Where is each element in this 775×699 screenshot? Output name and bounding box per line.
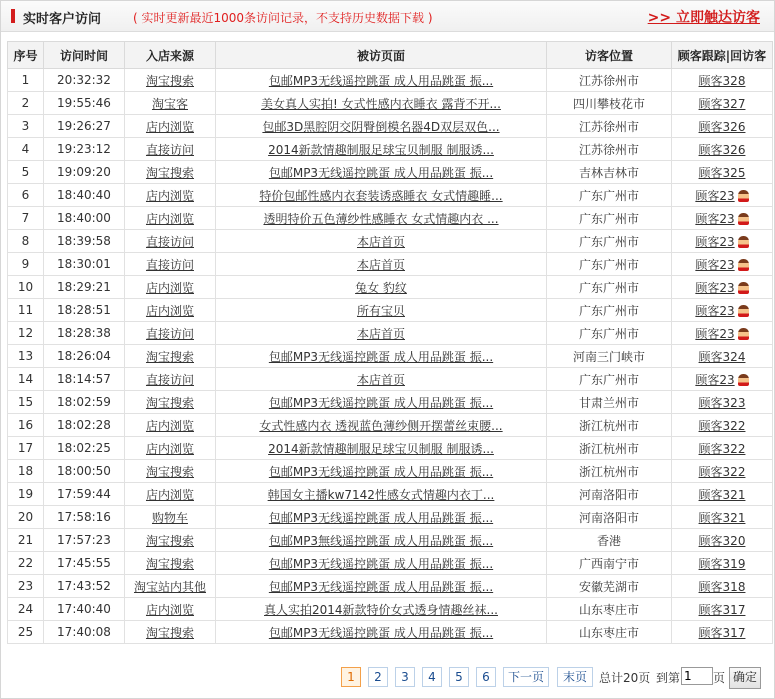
visitor-cell bbox=[672, 552, 773, 575]
page-link[interactable]: 包邮MP3无线遥控跳蛋 成人用品跳蛋 振... bbox=[268, 395, 494, 410]
page-cell bbox=[216, 345, 547, 368]
page-cell bbox=[216, 506, 547, 529]
page-unit-label: 页 bbox=[713, 671, 726, 685]
location-cell: 山东枣庄市 bbox=[547, 621, 672, 644]
page-link[interactable]: 真人实拍2014新款特价女式透身情趣丝袜... bbox=[264, 602, 498, 617]
visitor-link[interactable]: 顾客23 bbox=[695, 188, 735, 203]
location-cell: 广东广州市 bbox=[547, 253, 672, 276]
source-link[interactable]: 店内浏览 bbox=[145, 119, 194, 134]
index-cell: 24 bbox=[8, 598, 44, 621]
time-cell: 17:57:23 bbox=[44, 529, 125, 552]
source-cell bbox=[125, 92, 216, 115]
visitor-link[interactable]: 顾客23 bbox=[695, 280, 735, 295]
time-cell: 18:00:50 bbox=[44, 460, 125, 483]
page-cell bbox=[216, 322, 547, 345]
panel-title: 实时客户访问 bbox=[23, 12, 102, 27]
page-link[interactable]: 2014新款情趣制服足球宝贝制服 制服诱... bbox=[268, 142, 494, 157]
table-row bbox=[8, 575, 773, 598]
visitor-cell bbox=[672, 253, 773, 276]
visitor-cell bbox=[672, 92, 773, 115]
index-cell: 22 bbox=[8, 552, 44, 575]
visitor-cell bbox=[672, 506, 773, 529]
source-cell bbox=[125, 345, 216, 368]
location-cell: 广东广州市 bbox=[547, 322, 672, 345]
page-cell bbox=[216, 253, 547, 276]
location-cell: 广西南宁市 bbox=[547, 552, 672, 575]
page-cell bbox=[216, 621, 547, 644]
visitor-cell bbox=[672, 207, 773, 230]
visitor-cell bbox=[672, 460, 773, 483]
avatar-icon bbox=[738, 305, 749, 317]
page-cell bbox=[216, 184, 547, 207]
time-cell: 18:02:28 bbox=[44, 414, 125, 437]
source-link[interactable]: 淘宝搜索 bbox=[145, 556, 194, 571]
location-cell: 广东广州市 bbox=[547, 276, 672, 299]
header-accent-bar bbox=[11, 9, 15, 23]
visitor-cell bbox=[672, 322, 773, 345]
table-row bbox=[8, 253, 773, 276]
source-link[interactable]: 直接访问 bbox=[145, 257, 194, 272]
table-row bbox=[8, 92, 773, 115]
location-cell: 浙江杭州市 bbox=[547, 460, 672, 483]
location-cell: 安徽芜湖市 bbox=[547, 575, 672, 598]
page-link[interactable]: 包邮MP3无线遥控跳蛋 成人用品跳蛋 振... bbox=[268, 349, 494, 364]
visitor-link[interactable]: 顾客23 bbox=[695, 234, 735, 249]
page-cell bbox=[216, 138, 547, 161]
location-cell: 四川攀枝花市 bbox=[547, 92, 672, 115]
source-link[interactable]: 直接访问 bbox=[145, 234, 194, 249]
source-cell bbox=[125, 253, 216, 276]
table-row bbox=[8, 460, 773, 483]
page-link[interactable]: 包邮MP3无线遥控跳蛋 成人用品跳蛋 振... bbox=[268, 464, 494, 479]
visitor-link[interactable]: 顾客319 bbox=[698, 556, 746, 571]
page-button-2[interactable]: 2 bbox=[368, 667, 388, 687]
page-cell bbox=[216, 598, 547, 621]
index-cell: 12 bbox=[8, 322, 44, 345]
index-cell: 18 bbox=[8, 460, 44, 483]
table-row bbox=[8, 483, 773, 506]
location-cell: 浙江杭州市 bbox=[547, 414, 672, 437]
source-cell bbox=[125, 184, 216, 207]
source-link[interactable]: 淘宝站内其他 bbox=[133, 579, 206, 594]
page-cell bbox=[216, 575, 547, 598]
avatar-icon bbox=[738, 236, 749, 248]
visitor-link[interactable]: 顾客321 bbox=[698, 487, 746, 502]
index-cell: 16 bbox=[8, 414, 44, 437]
col-header-visitor: 顾客跟踪|回访客 bbox=[672, 42, 773, 69]
page-link[interactable]: 本店首页 bbox=[356, 326, 405, 341]
source-cell bbox=[125, 207, 216, 230]
source-cell bbox=[125, 437, 216, 460]
table-row bbox=[8, 552, 773, 575]
avatar-icon bbox=[738, 259, 749, 271]
visitor-link[interactable]: 顾客23 bbox=[695, 326, 735, 341]
table-row bbox=[8, 437, 773, 460]
time-cell: 18:29:21 bbox=[44, 276, 125, 299]
source-cell bbox=[125, 391, 216, 414]
visitor-link[interactable]: 顾客323 bbox=[698, 395, 746, 410]
location-cell: 甘肃兰州市 bbox=[547, 391, 672, 414]
page-cell bbox=[216, 460, 547, 483]
source-link[interactable]: 直接访问 bbox=[145, 326, 194, 341]
page-link[interactable]: 本店首页 bbox=[356, 257, 405, 272]
index-cell: 6 bbox=[8, 184, 44, 207]
time-cell: 18:40:40 bbox=[44, 184, 125, 207]
table-row bbox=[8, 230, 773, 253]
source-link[interactable]: 淘宝搜索 bbox=[145, 625, 194, 640]
source-link[interactable]: 直接访问 bbox=[145, 372, 194, 387]
location-cell: 吉林吉林市 bbox=[547, 161, 672, 184]
visitor-cell bbox=[672, 276, 773, 299]
index-cell: 8 bbox=[8, 230, 44, 253]
table-row bbox=[8, 138, 773, 161]
time-cell: 17:43:52 bbox=[44, 575, 125, 598]
table-row bbox=[8, 529, 773, 552]
source-cell bbox=[125, 506, 216, 529]
page-link[interactable]: 包邮MP3无线遥控跳蛋 成人用品跳蛋 振... bbox=[268, 165, 494, 180]
location-cell: 江苏徐州市 bbox=[547, 69, 672, 92]
index-cell: 1 bbox=[8, 69, 44, 92]
visitor-cell bbox=[672, 115, 773, 138]
visitor-link[interactable]: 顾客322 bbox=[698, 464, 746, 479]
table-row bbox=[8, 276, 773, 299]
time-cell: 18:28:51 bbox=[44, 299, 125, 322]
table-row bbox=[8, 115, 773, 138]
page-link[interactable]: 本店首页 bbox=[356, 234, 405, 249]
page-link[interactable]: 包邮MP3无线遥控跳蛋 成人用品跳蛋 振... bbox=[268, 625, 494, 640]
visitor-cell bbox=[672, 391, 773, 414]
source-cell bbox=[125, 230, 216, 253]
panel-header bbox=[1, 1, 774, 32]
time-cell: 18:30:01 bbox=[44, 253, 125, 276]
table-row bbox=[8, 391, 773, 414]
visitor-link[interactable]: 顾客324 bbox=[698, 349, 746, 364]
page-cell bbox=[216, 437, 547, 460]
col-header-index: 序号 bbox=[8, 42, 44, 69]
table-row bbox=[8, 621, 773, 644]
page-cell bbox=[216, 161, 547, 184]
visitor-cell bbox=[672, 161, 773, 184]
index-cell: 7 bbox=[8, 207, 44, 230]
visitor-link[interactable]: 顾客320 bbox=[698, 533, 746, 548]
page-link[interactable]: 所有宝贝 bbox=[356, 303, 405, 318]
visitor-cell bbox=[672, 414, 773, 437]
location-cell: 山东枣庄市 bbox=[547, 598, 672, 621]
reach-visitor-link[interactable]: >> 立即触达访客 bbox=[647, 10, 760, 26]
index-cell: 11 bbox=[8, 299, 44, 322]
source-cell bbox=[125, 552, 216, 575]
page-cell bbox=[216, 299, 547, 322]
index-cell: 5 bbox=[8, 161, 44, 184]
avatar-icon bbox=[738, 213, 749, 225]
source-link[interactable]: 店内浏览 bbox=[145, 418, 194, 433]
source-cell bbox=[125, 115, 216, 138]
page-cell bbox=[216, 529, 547, 552]
time-cell: 18:02:59 bbox=[44, 391, 125, 414]
source-link[interactable]: 购物车 bbox=[151, 510, 188, 525]
table-header-row bbox=[8, 42, 773, 69]
source-cell bbox=[125, 575, 216, 598]
visitor-cell bbox=[672, 138, 773, 161]
location-cell: 广东广州市 bbox=[547, 299, 672, 322]
source-link[interactable]: 淘宝搜索 bbox=[145, 395, 194, 410]
page-cell bbox=[216, 483, 547, 506]
source-cell bbox=[125, 276, 216, 299]
time-cell: 19:55:46 bbox=[44, 92, 125, 115]
page-link[interactable]: 包邮MP3无线遥控跳蛋 成人用品跳蛋 振... bbox=[268, 73, 494, 88]
page-button-6[interactable]: 6 bbox=[476, 667, 496, 687]
visitor-cell bbox=[672, 299, 773, 322]
page-cell bbox=[216, 368, 547, 391]
page-link[interactable]: 美女真人实拍! 女式性感内衣睡衣 露背不开... bbox=[261, 96, 501, 111]
visitor-table bbox=[7, 41, 773, 644]
table-row bbox=[8, 161, 773, 184]
index-cell: 20 bbox=[8, 506, 44, 529]
time-cell: 18:26:04 bbox=[44, 345, 125, 368]
time-cell: 19:26:27 bbox=[44, 115, 125, 138]
source-link[interactable]: 淘宝搜索 bbox=[145, 73, 194, 88]
time-cell: 17:58:16 bbox=[44, 506, 125, 529]
table-row bbox=[8, 506, 773, 529]
page-link[interactable]: 包邮MP3无线遥控跳蛋 成人用品跳蛋 振... bbox=[268, 579, 494, 594]
table-row bbox=[8, 69, 773, 92]
source-cell bbox=[125, 460, 216, 483]
table-row bbox=[8, 299, 773, 322]
page-cell bbox=[216, 414, 547, 437]
page-button-5[interactable]: 5 bbox=[449, 667, 469, 687]
visitor-link[interactable]: 顾客326 bbox=[698, 142, 746, 157]
panel-note: ( 实时更新最近1000条访问记录，不支持历史数据下载 ) bbox=[133, 11, 433, 25]
page-link[interactable]: 包邮MP3无线遥控跳蛋 成人用品跳蛋 振... bbox=[268, 556, 494, 571]
page-cell bbox=[216, 207, 547, 230]
visitor-cell bbox=[672, 437, 773, 460]
source-link[interactable]: 淘宝搜索 bbox=[145, 165, 194, 180]
page-link[interactable]: 包邮3D黑腔阴交阴臀倒模名器4D双层双色... bbox=[262, 119, 500, 134]
source-link[interactable]: 店内浏览 bbox=[145, 211, 194, 226]
source-cell bbox=[125, 368, 216, 391]
page-cell bbox=[216, 230, 547, 253]
visitor-cell bbox=[672, 184, 773, 207]
location-cell: 广东广州市 bbox=[547, 368, 672, 391]
index-cell: 13 bbox=[8, 345, 44, 368]
time-cell: 18:02:25 bbox=[44, 437, 125, 460]
visitor-link[interactable]: 顾客317 bbox=[698, 625, 746, 640]
page-link[interactable]: 包邮MP3無线遥控跳蛋 成人用品跳蛋 振... bbox=[268, 533, 494, 548]
visitor-cell bbox=[672, 345, 773, 368]
index-cell: 17 bbox=[8, 437, 44, 460]
page-cell bbox=[216, 115, 547, 138]
time-cell: 17:59:44 bbox=[44, 483, 125, 506]
time-cell: 17:45:55 bbox=[44, 552, 125, 575]
avatar-icon bbox=[738, 374, 749, 386]
index-cell: 10 bbox=[8, 276, 44, 299]
page-button-1[interactable]: 1 bbox=[341, 667, 361, 687]
page-link[interactable]: 兔女 豹纹 bbox=[355, 280, 407, 295]
page-link[interactable]: 韩国女主播kw7142性感女式情趣内衣丁... bbox=[267, 487, 495, 502]
source-link[interactable]: 淘宝客 bbox=[151, 96, 188, 111]
source-cell bbox=[125, 598, 216, 621]
pagination bbox=[1, 665, 774, 689]
page-cell bbox=[216, 552, 547, 575]
table-row bbox=[8, 368, 773, 391]
source-cell bbox=[125, 414, 216, 437]
table-row bbox=[8, 345, 773, 368]
page-cell bbox=[216, 69, 547, 92]
avatar-icon bbox=[738, 282, 749, 294]
index-cell: 23 bbox=[8, 575, 44, 598]
time-cell: 19:23:12 bbox=[44, 138, 125, 161]
location-cell: 广东广州市 bbox=[547, 230, 672, 253]
source-cell bbox=[125, 299, 216, 322]
visitor-cell bbox=[672, 483, 773, 506]
goto-label: 到第 bbox=[656, 671, 681, 685]
location-cell: 广东广州市 bbox=[547, 184, 672, 207]
visitor-link[interactable]: 顾客321 bbox=[698, 510, 746, 525]
time-cell: 18:39:58 bbox=[44, 230, 125, 253]
source-link[interactable]: 店内浏览 bbox=[145, 188, 194, 203]
time-cell: 20:32:32 bbox=[44, 69, 125, 92]
source-link[interactable]: 店内浏览 bbox=[145, 441, 194, 456]
table-row bbox=[8, 184, 773, 207]
location-cell: 河南三门峡市 bbox=[547, 345, 672, 368]
visitor-cell bbox=[672, 529, 773, 552]
location-cell: 江苏徐州市 bbox=[547, 115, 672, 138]
index-cell: 14 bbox=[8, 368, 44, 391]
index-cell: 4 bbox=[8, 138, 44, 161]
col-header-time: 访问时间 bbox=[44, 42, 125, 69]
visitor-link[interactable]: 顾客326 bbox=[698, 119, 746, 134]
avatar-icon bbox=[738, 328, 749, 340]
source-link[interactable]: 淘宝搜索 bbox=[145, 533, 194, 548]
source-link[interactable]: 店内浏览 bbox=[145, 487, 194, 502]
visitor-link[interactable]: 顾客322 bbox=[698, 418, 746, 433]
source-link[interactable]: 店内浏览 bbox=[145, 602, 194, 617]
visitor-link[interactable]: 顾客328 bbox=[698, 73, 746, 88]
source-link[interactable]: 店内浏览 bbox=[145, 303, 194, 318]
page-link[interactable]: 女式性感内衣 透视蓝色薄纱侧开摆蕾丝束腰... bbox=[259, 418, 503, 433]
location-cell: 江苏徐州市 bbox=[547, 138, 672, 161]
visitor-link[interactable]: 顾客23 bbox=[695, 303, 735, 318]
source-cell bbox=[125, 322, 216, 345]
visitor-cell bbox=[672, 621, 773, 644]
total-pages-text: 总计20页 bbox=[599, 671, 651, 685]
last-page-button[interactable]: 末页 bbox=[557, 667, 593, 687]
source-cell bbox=[125, 621, 216, 644]
index-cell: 21 bbox=[8, 529, 44, 552]
page-link[interactable]: 2014新款情趣制服足球宝贝制服 制服诱... bbox=[268, 441, 494, 456]
page-link[interactable]: 本店首页 bbox=[356, 372, 405, 387]
location-cell: 广东广州市 bbox=[547, 207, 672, 230]
visitor-link[interactable]: 顾客322 bbox=[698, 441, 746, 456]
source-cell bbox=[125, 138, 216, 161]
source-cell bbox=[125, 483, 216, 506]
avatar-icon bbox=[738, 190, 749, 202]
page-button-3[interactable]: 3 bbox=[395, 667, 415, 687]
location-cell: 浙江杭州市 bbox=[547, 437, 672, 460]
index-cell: 19 bbox=[8, 483, 44, 506]
table-row bbox=[8, 598, 773, 621]
visitor-cell bbox=[672, 575, 773, 598]
visitor-link[interactable]: 顾客23 bbox=[695, 257, 735, 272]
visitor-link[interactable]: 顾客325 bbox=[698, 165, 746, 180]
index-cell: 9 bbox=[8, 253, 44, 276]
next-page-button[interactable]: 下一页 bbox=[503, 667, 549, 687]
visitor-cell bbox=[672, 230, 773, 253]
source-link[interactable]: 淘宝搜索 bbox=[145, 349, 194, 364]
page-button-4[interactable]: 4 bbox=[422, 667, 442, 687]
confirm-button[interactable]: 确定 bbox=[729, 667, 761, 689]
index-cell: 3 bbox=[8, 115, 44, 138]
index-cell: 25 bbox=[8, 621, 44, 644]
source-link[interactable]: 直接访问 bbox=[145, 142, 194, 157]
index-cell: 2 bbox=[8, 92, 44, 115]
visitor-link[interactable]: 顾客317 bbox=[698, 602, 746, 617]
time-cell: 19:09:20 bbox=[44, 161, 125, 184]
page-cell bbox=[216, 391, 547, 414]
goto-page-input[interactable] bbox=[681, 667, 713, 685]
visitor-cell bbox=[672, 368, 773, 391]
page-cell bbox=[216, 276, 547, 299]
time-cell: 18:40:00 bbox=[44, 207, 125, 230]
col-header-source: 入店来源 bbox=[125, 42, 216, 69]
time-cell: 18:14:57 bbox=[44, 368, 125, 391]
table-row bbox=[8, 322, 773, 345]
page-link[interactable]: 特价包邮性感内衣套装诱惑睡衣 女式情趣睡... bbox=[259, 188, 503, 203]
location-cell: 河南洛阳市 bbox=[547, 506, 672, 529]
time-cell: 17:40:08 bbox=[44, 621, 125, 644]
page-cell bbox=[216, 92, 547, 115]
source-cell bbox=[125, 161, 216, 184]
page-link[interactable]: 包邮MP3无线遥控跳蛋 成人用品跳蛋 振... bbox=[268, 510, 494, 525]
location-cell: 香港 bbox=[547, 529, 672, 552]
table-row bbox=[8, 414, 773, 437]
source-cell bbox=[125, 69, 216, 92]
col-header-location: 访客位置 bbox=[547, 42, 672, 69]
page-link[interactable]: 透明特价五色薄纱性感睡衣 女式情趣内衣 ... bbox=[263, 211, 499, 226]
index-cell: 15 bbox=[8, 391, 44, 414]
source-cell bbox=[125, 529, 216, 552]
visitor-link[interactable]: 顾客318 bbox=[698, 579, 746, 594]
table-row bbox=[8, 207, 773, 230]
source-link[interactable]: 店内浏览 bbox=[145, 280, 194, 295]
visitor-cell bbox=[672, 69, 773, 92]
source-link[interactable]: 淘宝搜索 bbox=[145, 464, 194, 479]
visitor-cell bbox=[672, 598, 773, 621]
time-cell: 18:28:38 bbox=[44, 322, 125, 345]
visitor-link[interactable]: 顾客23 bbox=[695, 372, 735, 387]
visitor-link[interactable]: 顾客23 bbox=[695, 211, 735, 226]
col-header-page: 被访页面 bbox=[216, 42, 547, 69]
time-cell: 17:40:40 bbox=[44, 598, 125, 621]
location-cell: 河南洛阳市 bbox=[547, 483, 672, 506]
visitor-link[interactable]: 顾客327 bbox=[698, 96, 746, 111]
